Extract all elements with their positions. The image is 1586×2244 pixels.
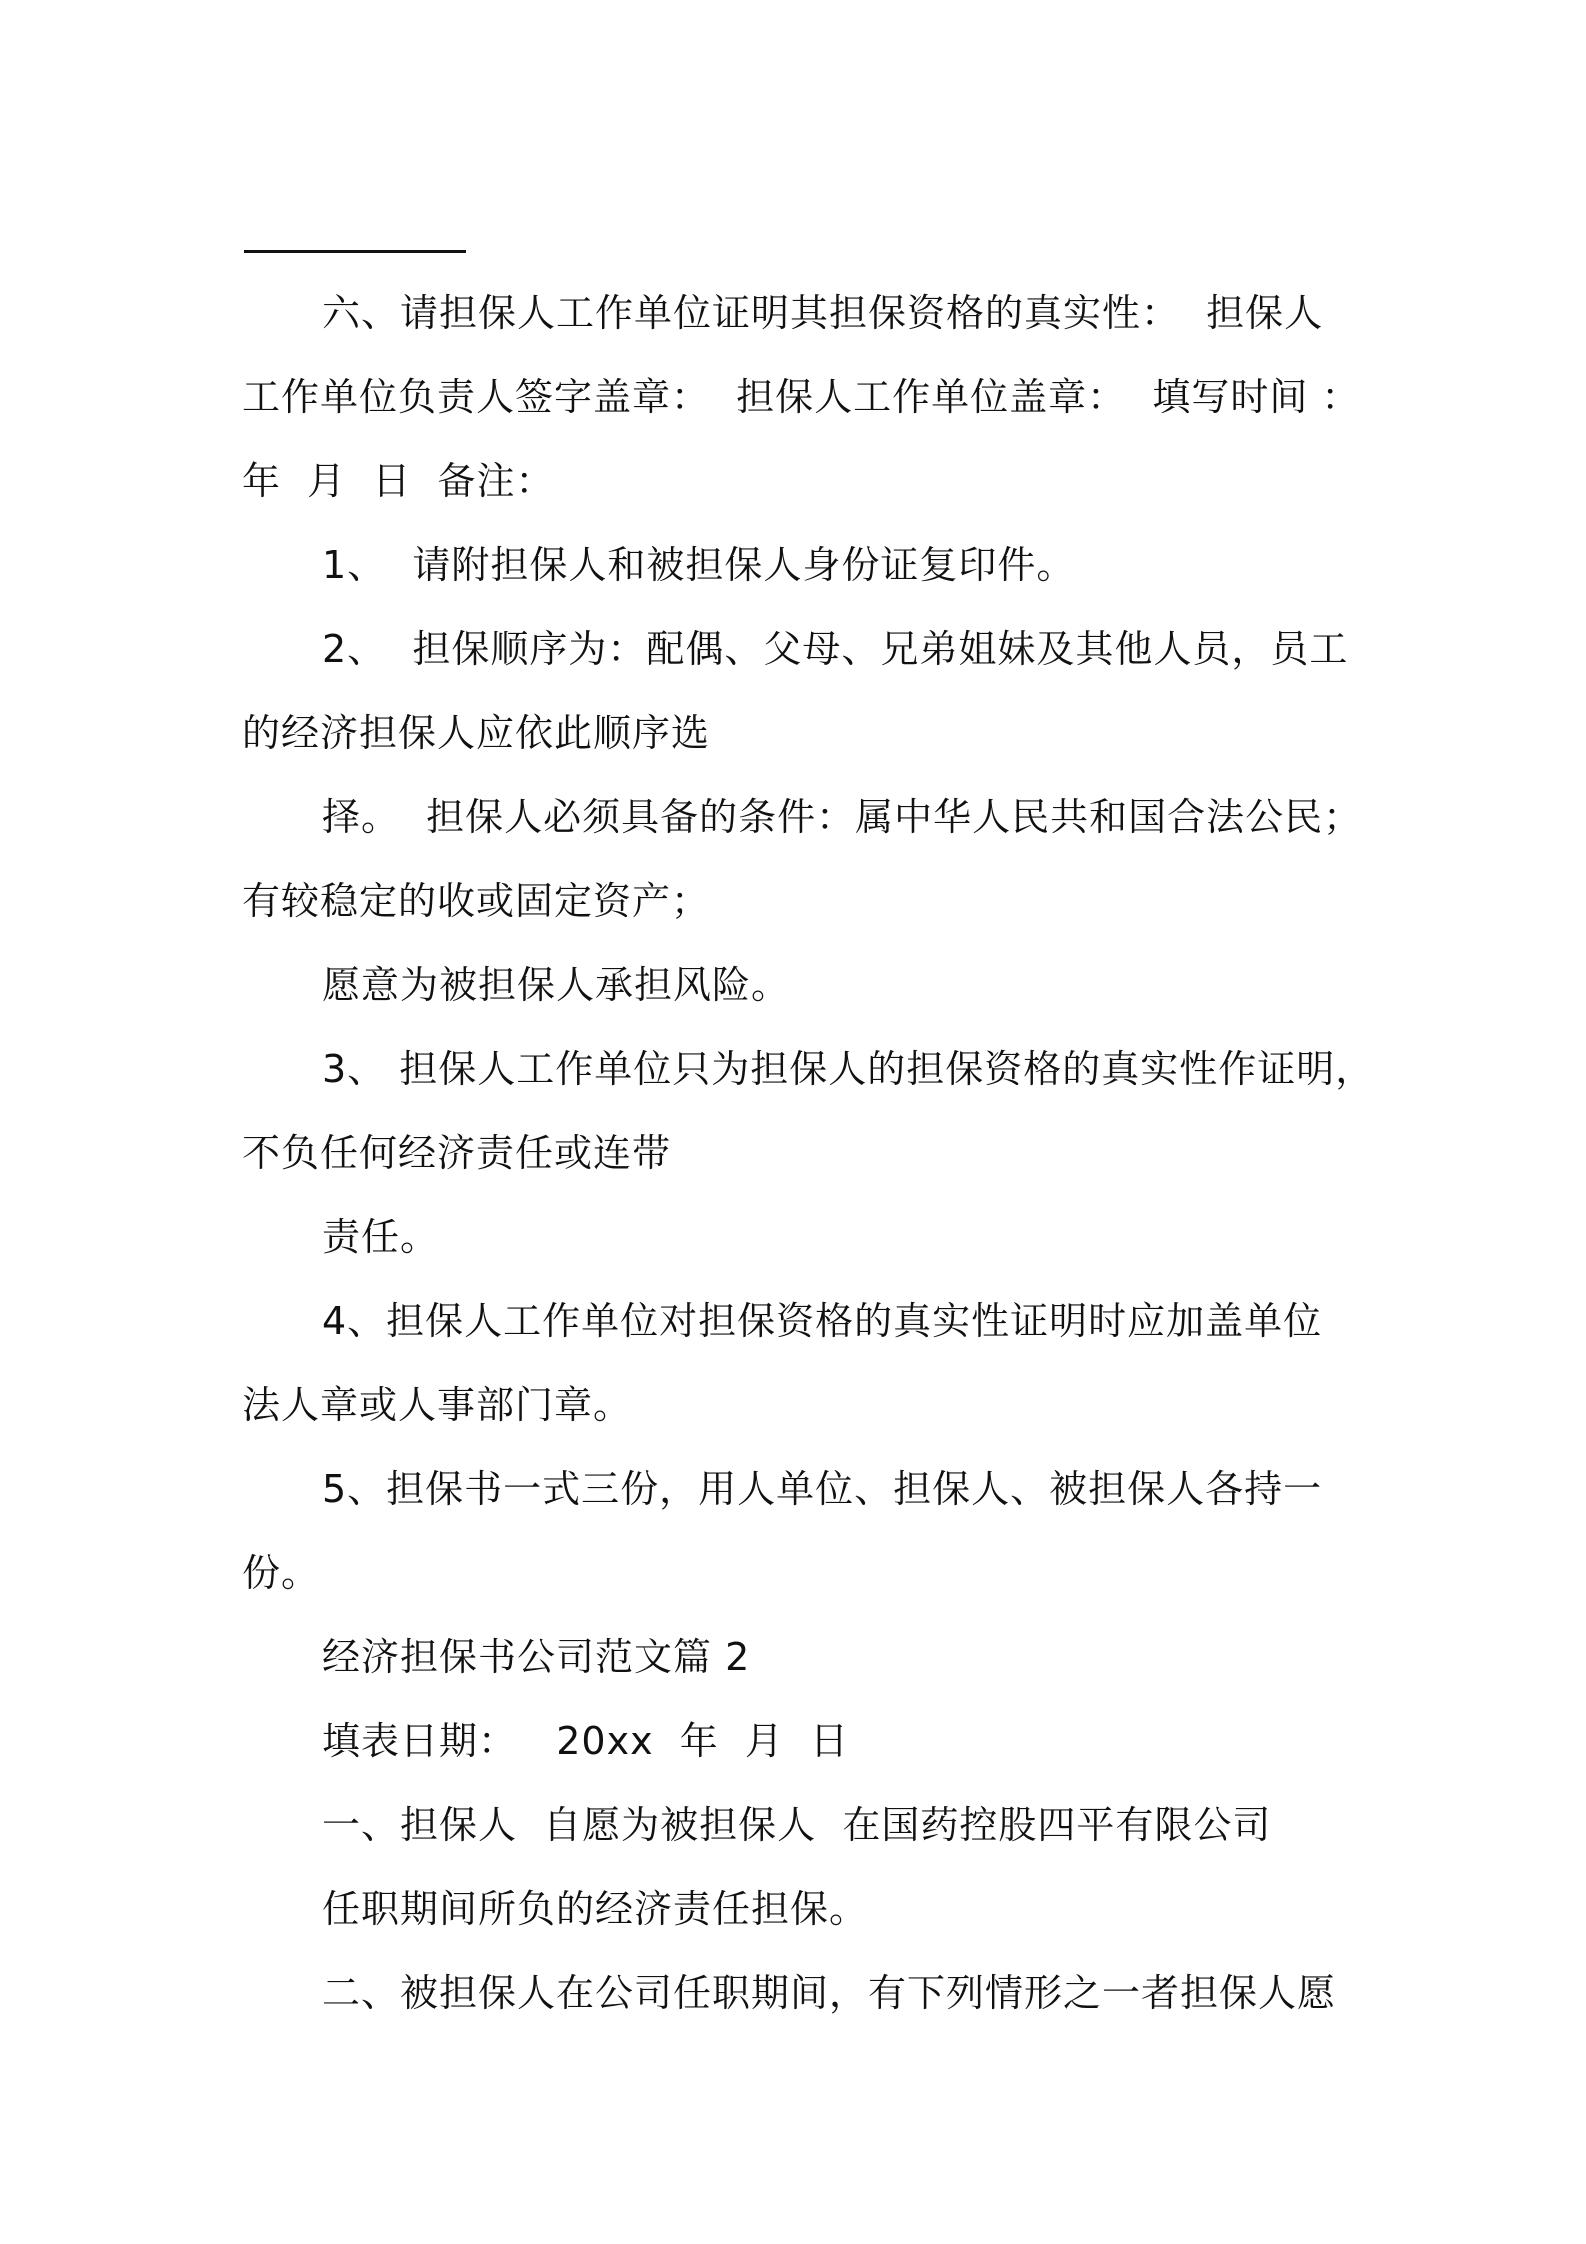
fill-date-line: 填表日期： 20xx 年 月 日 <box>322 1719 850 1763</box>
clause-one-line-2: 任职期间所负的经济责任担保。 <box>322 1887 869 1931</box>
note-4-line-1: 4、担保人工作单位对担保资格的真实性证明时应加盖单位 <box>322 1299 1323 1343</box>
section-six-line-1: 六、请担保人工作单位证明其担保资格的真实性： 担保人 <box>322 291 1324 335</box>
note-4-line-2: 法人章或人事部门章。 <box>242 1383 633 1427</box>
section-six-line-2: 工作单位负责人签字盖章： 担保人工作单位盖章： 填写时间 ： <box>242 375 1361 419</box>
note-2-line-5: 愿意为被担保人承担风险。 <box>322 963 791 1007</box>
section-six-line-3: 年 月 日 备注： <box>242 459 555 503</box>
note-3-line-3: 责任。 <box>322 1215 440 1259</box>
note-2-line-2: 的经济担保人应依此顺序选 <box>242 711 711 755</box>
note-2-line-3: 择。 担保人必须具备的条件：属中华人民共和国合法公民； <box>322 795 1363 839</box>
note-2-line-1: 2、 担保顺序为：配偶、父母、兄弟姐妹及其他人员，员工 <box>322 627 1349 671</box>
note-1: 1、 请附担保人和被担保人身份证复印件。 <box>322 543 1076 587</box>
note-5-line-1: 5、担保书一式三份，用人单位、担保人、被担保人各持一 <box>322 1467 1323 1511</box>
note-3-line-1: 3、 担保人工作单位只为担保人的担保资格的真实性作证明， <box>322 1047 1375 1091</box>
note-2-line-4: 有较稳定的收或固定资产； <box>242 879 711 923</box>
section-title: 经济担保书公司范文篇 2 <box>322 1635 751 1679</box>
clause-one-line-1: 一、担保人 自愿为被担保人 在国药控股四平有限公司 <box>322 1803 1272 1847</box>
note-5-line-2: 份。 <box>242 1551 321 1595</box>
signature-blank-line <box>244 250 466 253</box>
clause-two-line-1: 二、被担保人在公司任职期间，有下列情形之一者担保人愿 <box>322 1971 1337 2015</box>
note-3-line-2: 不负任何经济责任或连带 <box>242 1131 672 1175</box>
